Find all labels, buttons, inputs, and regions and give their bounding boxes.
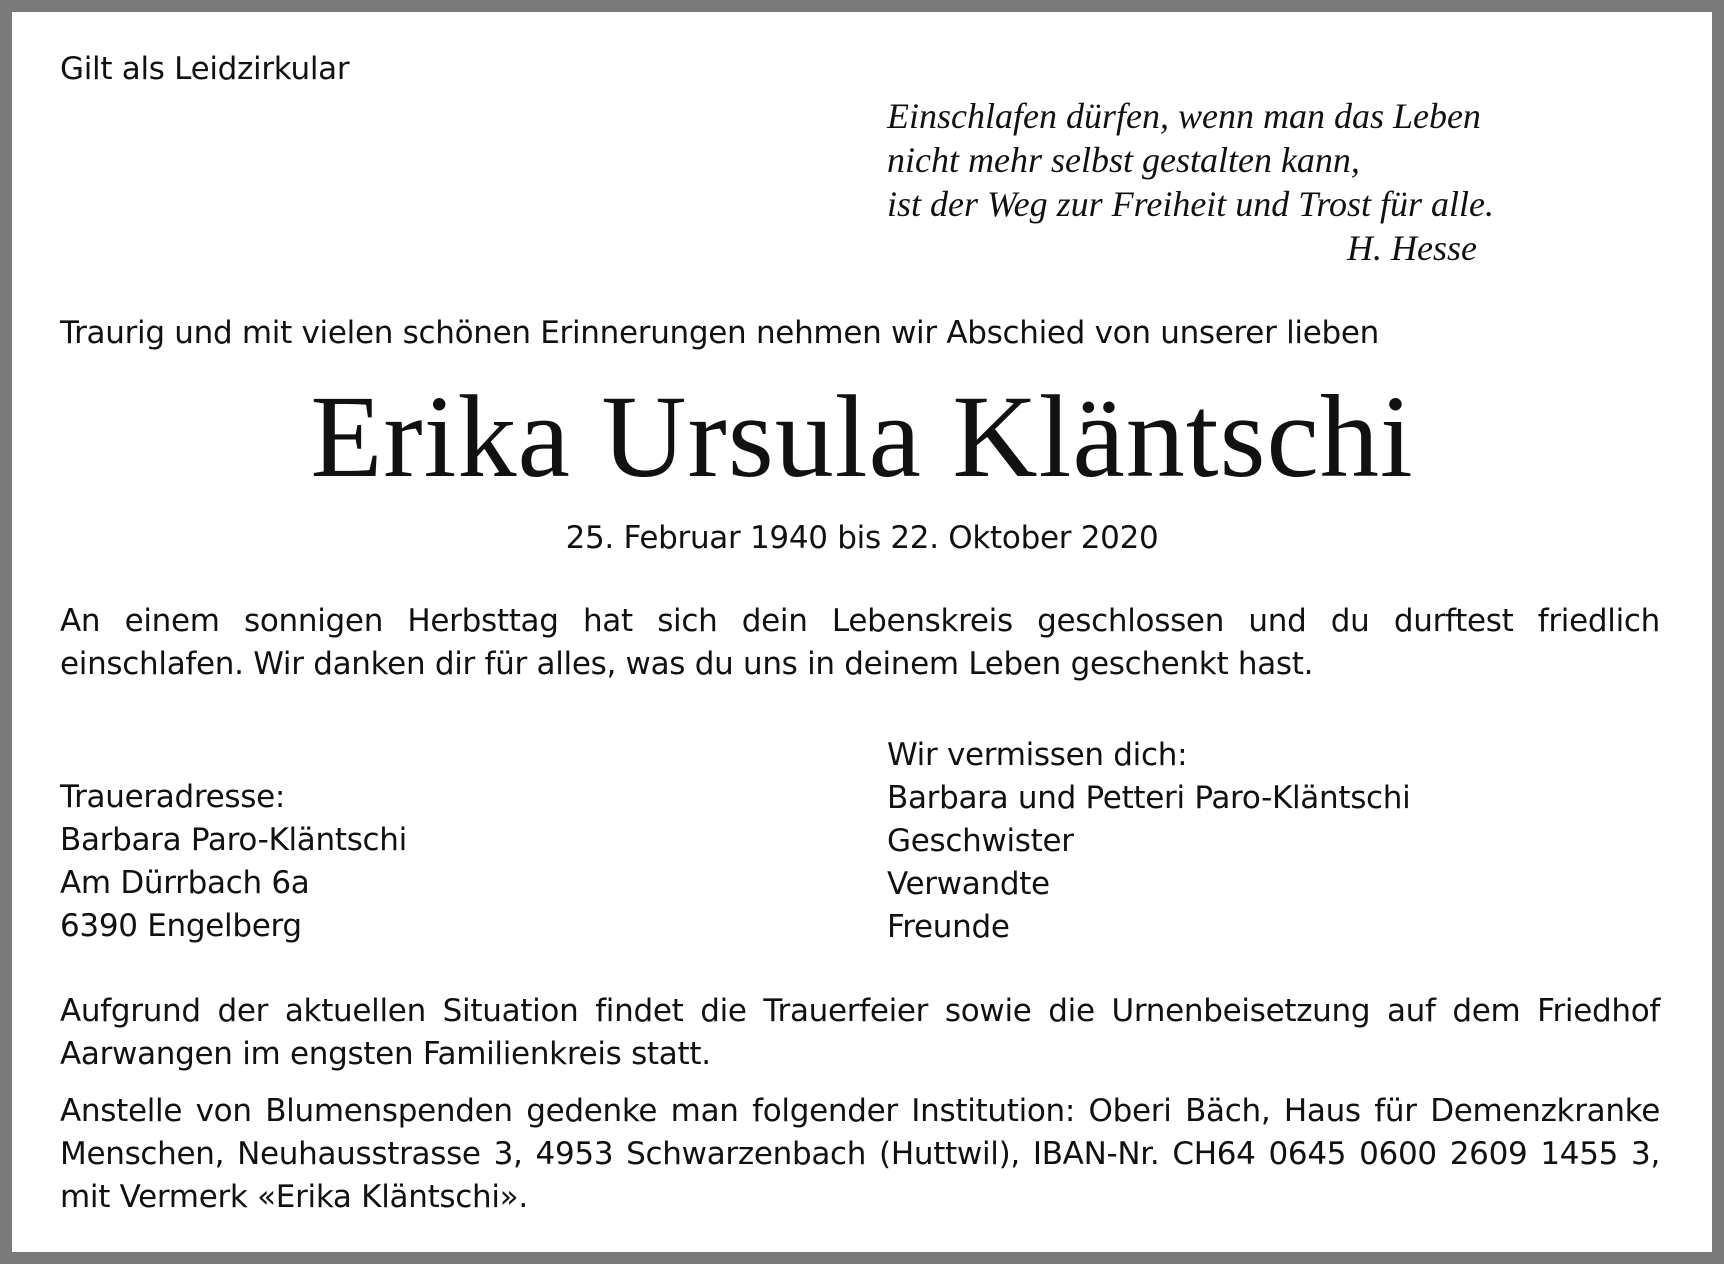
circular-note: Gilt als Leidzirkular [60,51,350,87]
mourners-list [887,734,1647,949]
quote-block [887,94,1495,270]
mourner-name: Verwandte [887,866,1050,902]
quote-line: Einschlafen dürfen, wenn man das Leben [887,96,1481,136]
quote-author: H. Hesse [1347,228,1477,268]
ceremony-notice: Aufgrund der aktuellen Situation findet die Trauerfeier sowie die Urnenbeisetzung auf dem Friedhof Aarwangen im engsten Familienkreis statt. [60,993,1660,1072]
life-dates: 25. Februar 1940 bis 22. Oktober 2020 [565,520,1159,556]
address-line: Barbara Paro-Kläntschi [60,822,407,858]
address-line: Am Dürrbach 6a [60,865,310,901]
mourning-address [60,776,760,948]
quote-line: nicht mehr selbst gestalten kann, [887,140,1360,180]
mourner-name: Barbara und Petteri Paro-Kläntschi [887,780,1411,816]
obituary-page [12,12,1712,1252]
donation-notice: Anstelle von Blumenspenden gedenke man folgender Institution: Oberi Bäch, Haus für Demenzkranke Menschen, Neuhausstrasse 3, 4953 Schwarzenbach (Huttwil), IBAN-Nr. CH64 0645 0600 2609 1455 3, mit Vermerk «Erika Kläntschi». [60,1093,1660,1215]
mourners-heading: Wir vermissen dich: [887,737,1188,773]
quote-line: ist der Weg zur Freiheit und Trost für alle. [887,184,1495,224]
farewell-message: An einem sonnigen Herbsttag hat sich dein Lebenskreis geschlossen und du durftest friedlich einschlafen. Wir danken dir für alles, was du uns in deinem Leben geschenkt hast. [60,603,1660,682]
intro-text: Traurig und mit vielen schönen Erinnerungen nehmen wir Abschied von unserer lieben [60,315,1379,351]
address-line: 6390 Engelberg [60,908,302,944]
address-heading: Traueradresse: [60,779,286,815]
mourner-name: Geschwister [887,823,1074,859]
mourner-name: Freunde [887,909,1010,945]
deceased-name: Erika Ursula Kläntschi [310,371,1414,502]
